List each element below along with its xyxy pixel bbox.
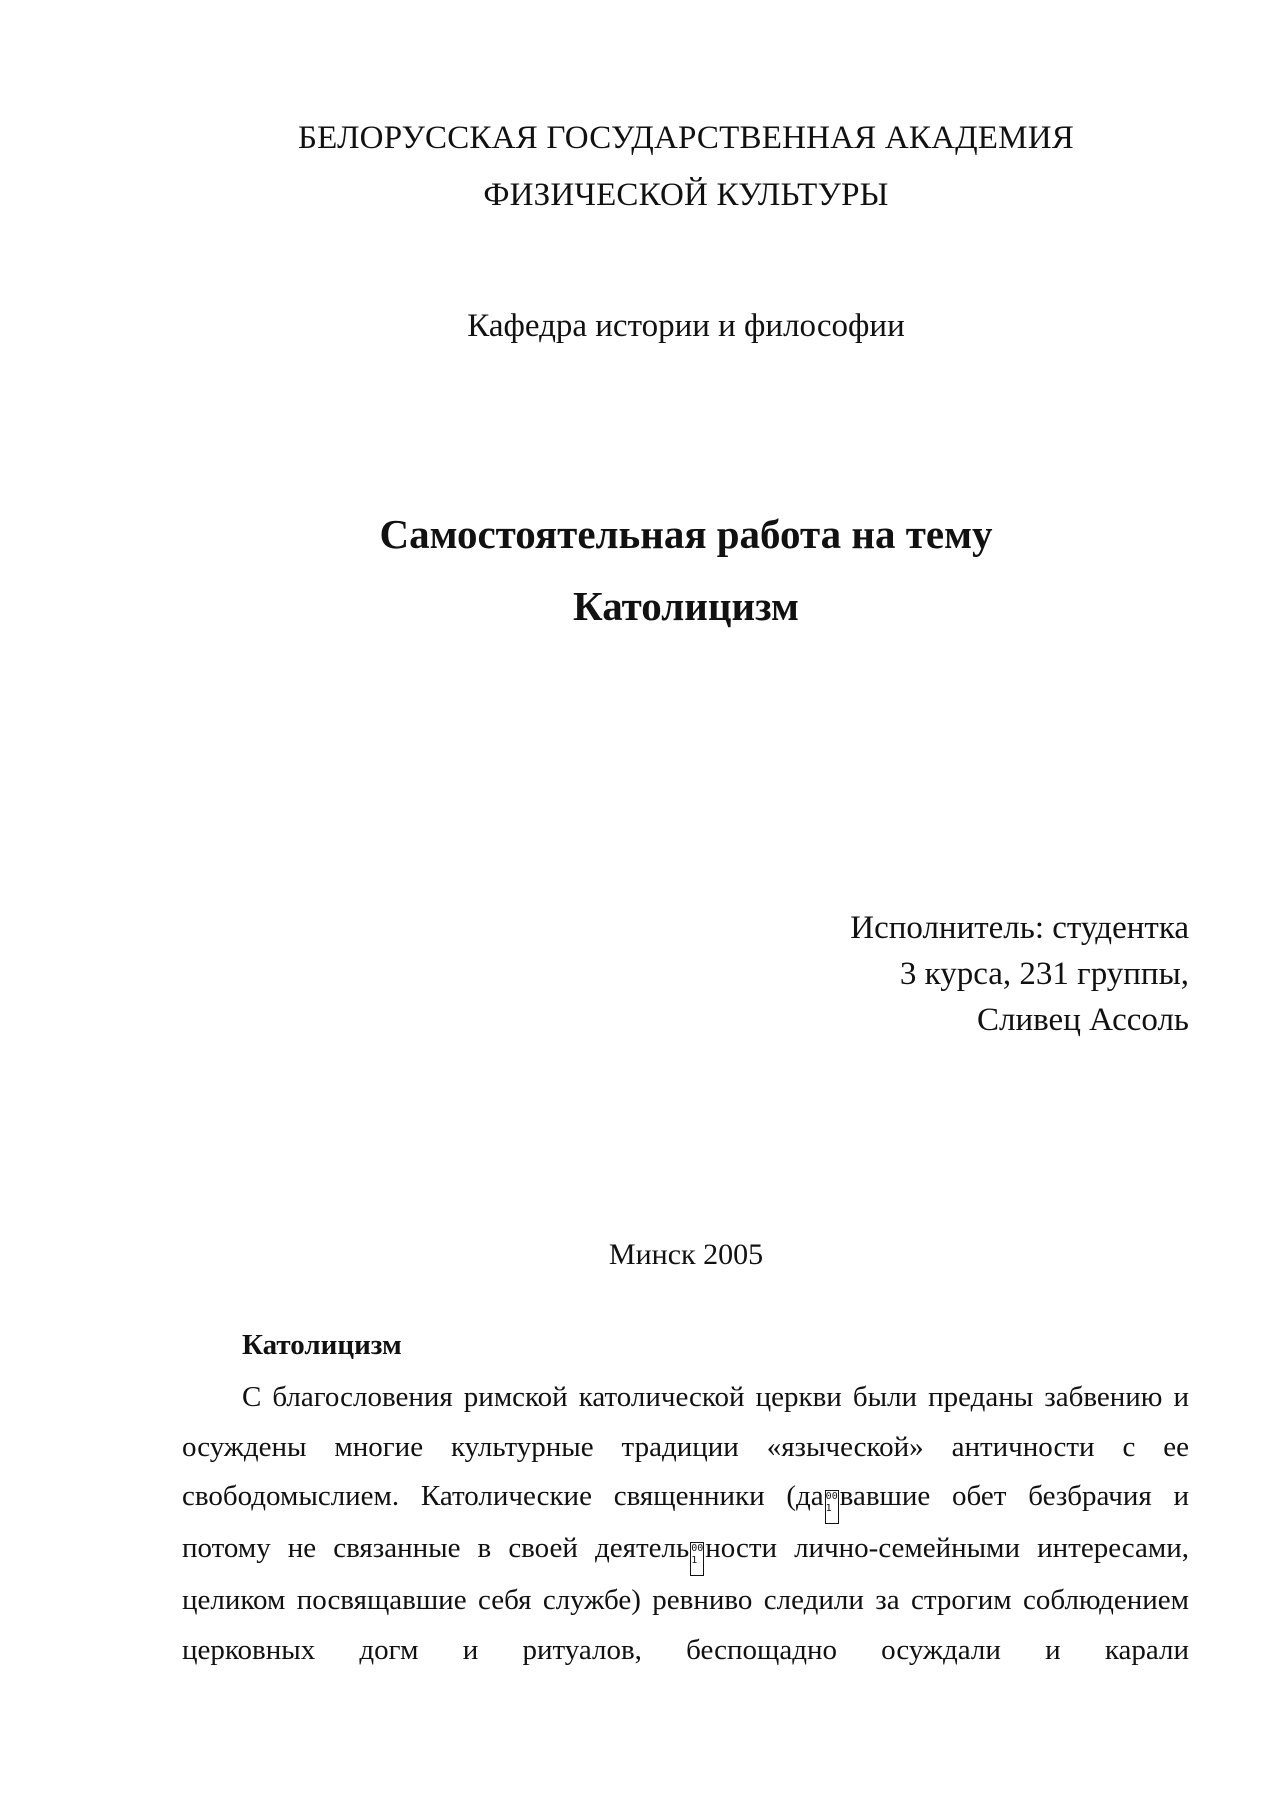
performer-line1: Исполнитель: студентка bbox=[850, 910, 1189, 946]
paragraph-text-part1: С благословения римской католической церкви были преданы забвению и осуждены многие культурные традиции «языческой» античности с ее свободомыслием. Католические священники (да bbox=[182, 1381, 1189, 1512]
work-title-line1: Самостоятельная работа на тему bbox=[379, 511, 993, 557]
work-title-line2: Католицизм bbox=[573, 583, 799, 629]
paragraph-text-part2: вавшие обет безбрачия и потому не связанные в своей деятель bbox=[182, 1480, 1189, 1564]
missing-glyph-icon: 00 1 bbox=[690, 1542, 704, 1576]
text-section bbox=[182, 1325, 1189, 1675]
performer-line2: 3 курса, 231 группы, bbox=[899, 956, 1189, 992]
institution-name-line1: БЕЛОРУССКАЯ ГОСУДАРСТВЕННАЯ АКАДЕМИЯ bbox=[298, 120, 1074, 156]
body-paragraph bbox=[182, 1373, 1189, 1675]
performer-block bbox=[850, 905, 1189, 1043]
missing-glyph-icon: 00 1 bbox=[825, 1490, 839, 1524]
department-name: Кафедра истории и философии bbox=[467, 308, 905, 344]
institution-name-line2: ФИЗИЧЕСКОЙ КУЛЬТУРЫ bbox=[483, 177, 889, 213]
paragraph-text-part3: ности лично-семейными интересами, целиком посвящавшие себя службе) ревниво следили за строгим соблюдением церковных догм и ритуалов, беспощадно осуждали и карали bbox=[182, 1532, 1190, 1666]
city-year: Минск 2005 bbox=[608, 1238, 764, 1271]
performer-line3: Сливец Ассоль bbox=[977, 1002, 1189, 1038]
section-heading: Католицизм bbox=[242, 1329, 402, 1361]
